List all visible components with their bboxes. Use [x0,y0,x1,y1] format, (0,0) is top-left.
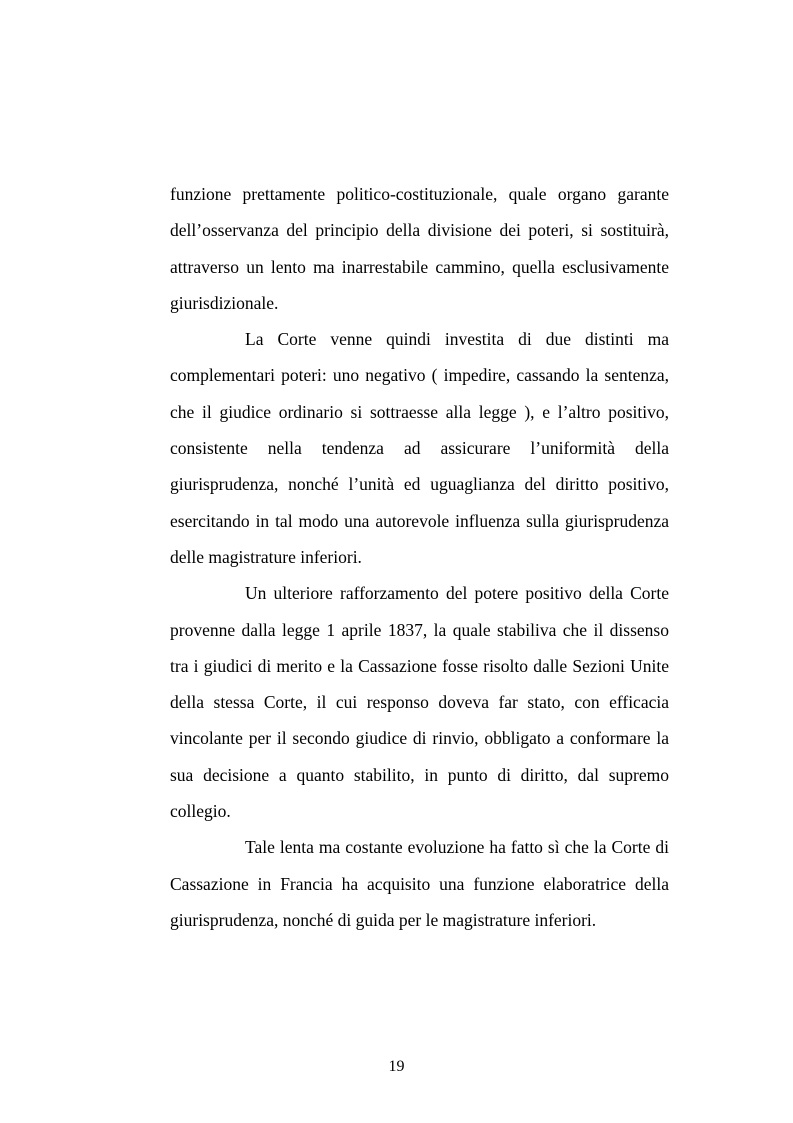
paragraph-legge-1837: Un ulteriore rafforzamento del potere positivo della Corte provenne dalla legge 1 aprile 1837, la quale stabiliva che il dissenso tra i giudici di merito e la Cassazione fosse risolto dalle Sezioni Unite della stessa Corte, il cui responso doveva far stato, con efficacia vincolante per il secondo giudice di rinvio, obbligato a conformare la sua decisione a quanto stabilito, in punto di diritto, dal supremo collegio. [170,583,669,822]
paragraph-corte-poteri: La Corte venne quindi investita di due distinti ma complementari poteri: uno negativo ( impedire, cassando la sentenza, che il giudice ordinario si sottraesse alla legge ), e l’altro positivo, consistente nella tendenza ad assicurare l’uniformità della giurisprudenza, nonché l’unità ed uguaglianza del diritto positivo, esercitando in tal modo una autorevole influenza sulla giurisprudenza delle magistrature inferiori. [170,329,669,567]
body-text [170,176,669,938]
page-number: 19 [388,1058,405,1075]
paragraph-continuation: funzione prettamente politico-costituzionale, quale organo garante dell’osservanza del principio della divisione dei poteri, si sostituirà, attraverso un lento ma inarrestabile cammino, quella esclusivamente giurisdizionale. [170,184,669,313]
paragraph-evoluzione: Tale lenta ma costante evoluzione ha fatto sì che la Corte di Cassazione in Francia ha acquisito una funzione elaboratrice della giurisprudenza, nonché di guida per le magistrature inferiori. [170,837,669,930]
